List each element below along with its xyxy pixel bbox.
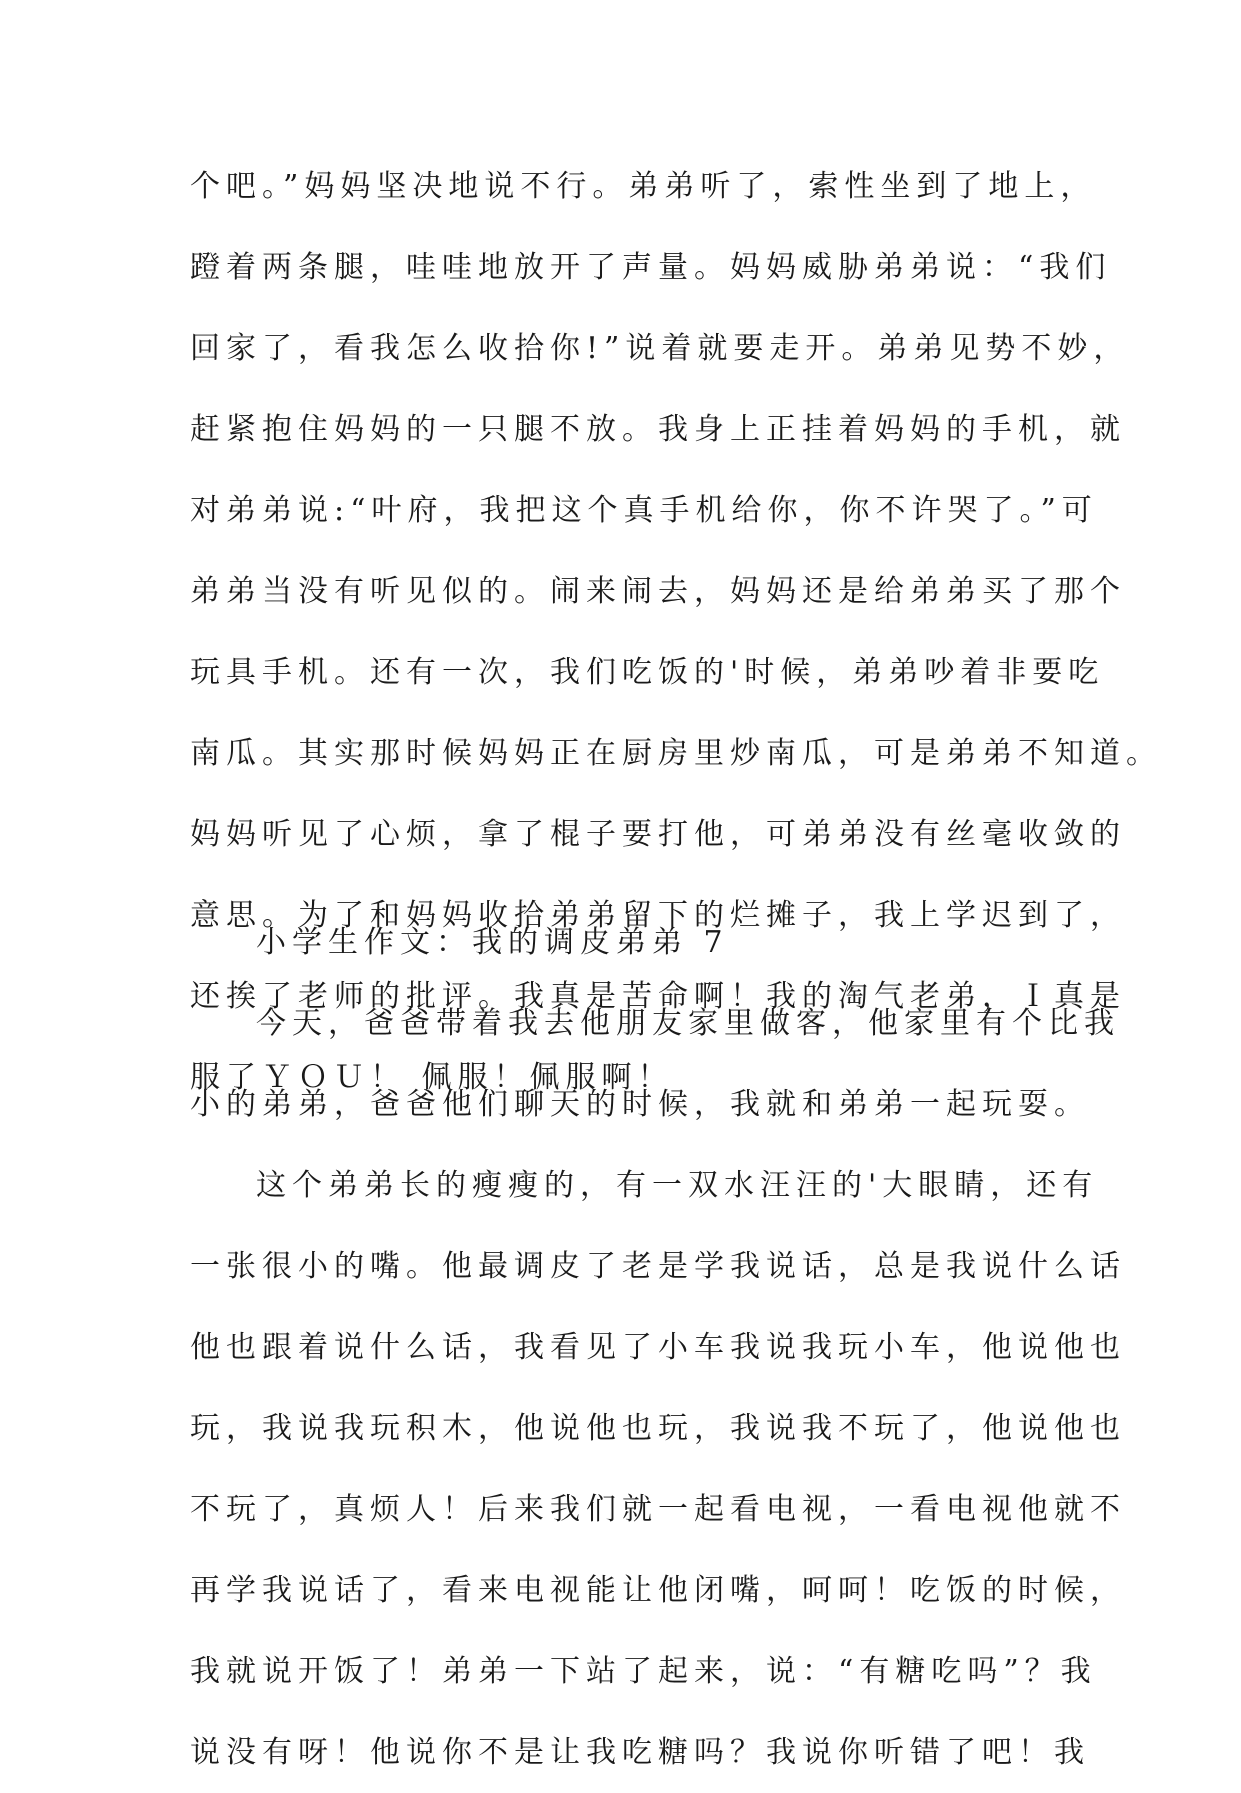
text-line: 妈妈听见了心烦，拿了棍子要打他，可弟弟没有丝毫收敛的 [190,817,1126,852]
text-line: 弟弟当没有听见似的。闹来闹去，妈妈还是给弟弟买了那个 [190,574,1126,609]
text-line: 玩，我说我玩积木，他说他也玩，我说我不玩了，他说他也 [190,1411,1126,1446]
text-line: 我就说开饭了！弟弟一下站了起来，说：“有糖吃吗”？我 [190,1654,1097,1689]
essay-7 [190,902,1126,1793]
paragraph-start: 今天，爸爸带着我去他朋友家里做客，他家里有个比我 [256,1006,1120,1041]
text-line: 一张很小的嘴。他最调皮了老是学我说话，总是我说什么话 [190,1249,1126,1284]
text-line: 南瓜。其实那时候妈妈正在厨房里炒南瓜，可是弟弟不知道。 [190,736,1162,771]
text-line: 蹬着两条腿，哇哇地放开了声量。妈妈威胁弟弟说：“我们 [190,250,1112,285]
text-line: 玩具手机。还有一次，我们吃饭的'时候，弟弟吵着非要吃 [190,655,1105,690]
text-line: 再学我说话了，看来电视能让他闭嘴，呵呵！吃饭的时候， [190,1573,1126,1608]
text-line: 不玩了，真烦人！后来我们就一起看电视，一看电视他就不 [190,1492,1126,1527]
paragraph-start: 这个弟弟长的瘦瘦的，有一双水汪汪的'大眼睛，还有 [256,1168,1099,1203]
essay-heading: 小学生作文：我的调皮弟弟 7 [256,925,729,960]
text-line: 赶紧抱住妈妈的一只腿不放。我身上正挂着妈妈的手机，就 [190,412,1126,447]
text-line: 小的弟弟，爸爸他们聊天的时候，我就和弟弟一起玩耍。 [190,1087,1090,1122]
text-line: 个吧。”妈妈坚决地说不行。弟弟听了，索性坐到了地上， [190,169,1097,204]
text-line: 说没有呀！他说你不是让我吃糖吗？我说你听错了吧！我 [190,1735,1090,1770]
text-line: 还挨了老师的批评。我真是苦命啊！我的淘气老弟，Ｉ真是 [190,979,1126,1014]
text-line: 他也跟着说什么话，我看见了小车我说我玩小车，他说他也 [190,1330,1126,1365]
text-line: 对弟弟说:“叶府，我把这个真手机给你，你不许哭了。”可 [190,493,1098,528]
text-line: 服了ＹＯＵ！ 佩服！佩服啊！ [190,1060,674,1095]
text-line: 回家了，看我怎么收拾你!”说着就要走开。弟弟见势不妙， [190,331,1130,366]
text-line: 意思。为了和妈妈收拾弟弟留下的烂摊子，我上学迟到了， [190,898,1126,933]
